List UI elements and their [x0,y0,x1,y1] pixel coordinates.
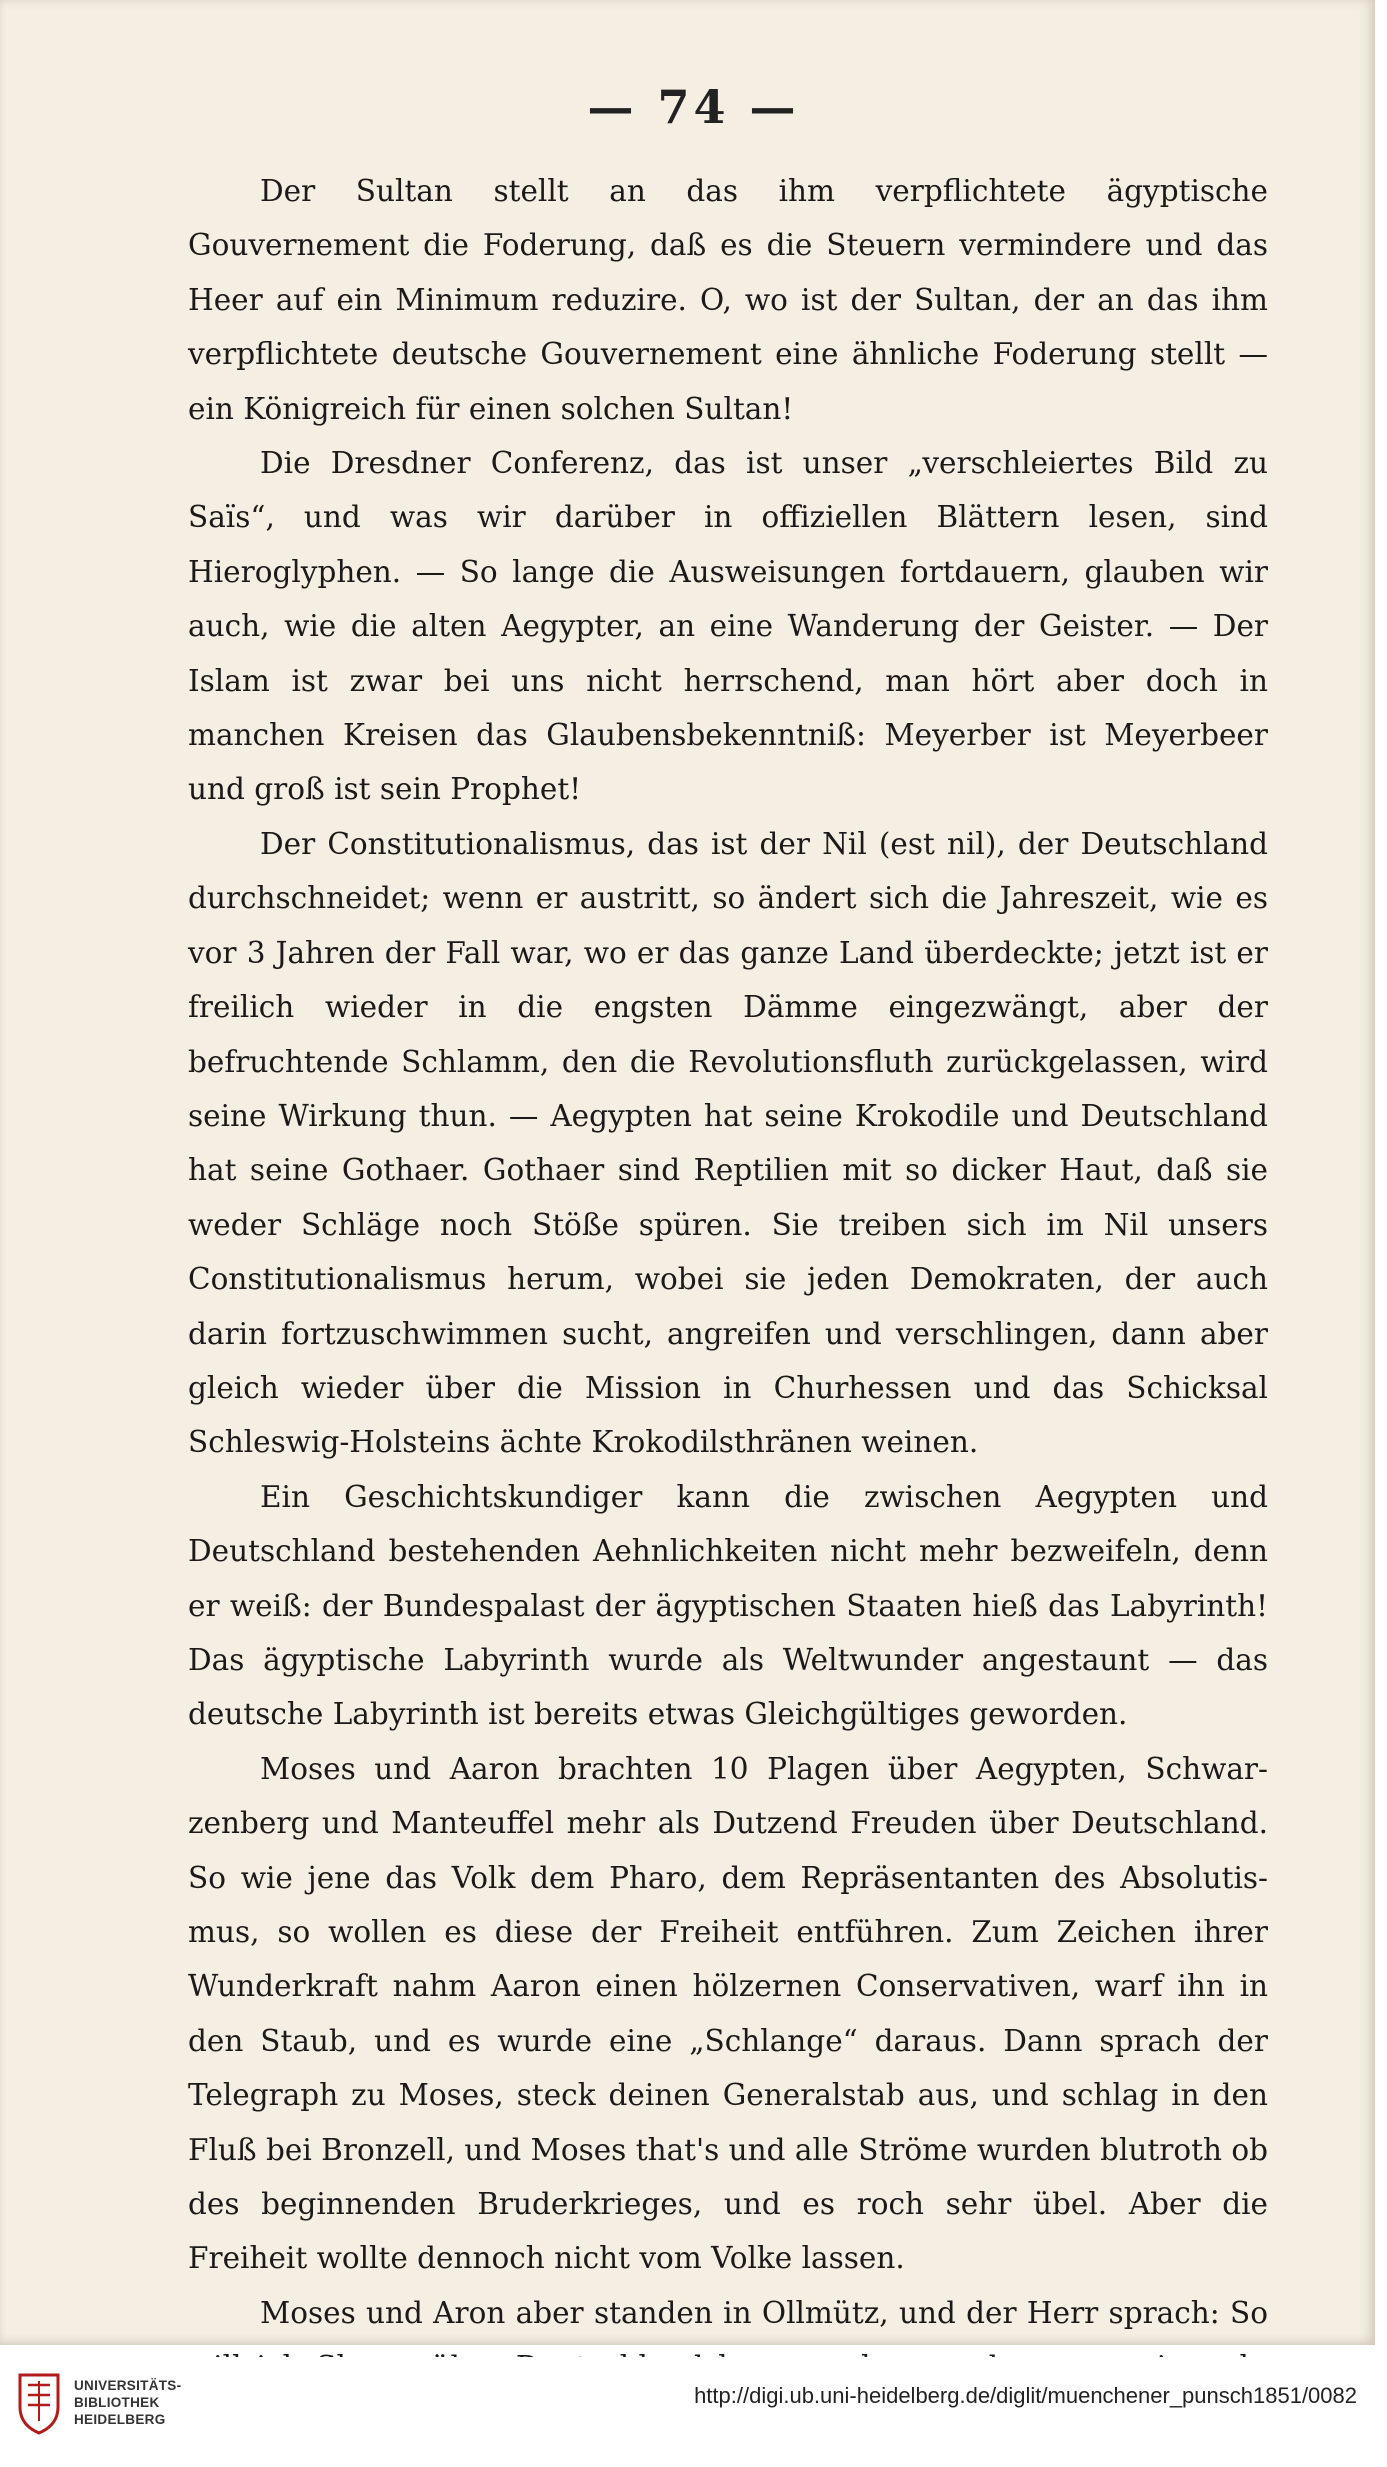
paragraph: Der Sultan stellt an das ihm verpflichtete ägyptische Gouvernement die Foderung, daß es die Steuern verminderе und das Heer auf ein Minimum reduzire. O, wo ist der Sultan, der an das ihm verpflichtete deutsche Gouvernement eine ähnliche Foderung stellt — ein Königreich für einen solchen Sultan! [188,174,1268,426]
page-number: — 74 — [587,80,800,134]
digitization-footer [0,2357,1387,2467]
body-text [188,164,1268,2449]
university-seal-icon [14,2371,64,2435]
paragraph: Moses und Aaron brachten 10 Plagen über Aegypten, Schwarzenberg und Manteuffel mehr als Dutzend Freuden über Deutschland. So wie jene das Volk dem Pharo, dem Repräsentanten des Absolutismus, so wollen es diese der Freiheit entführen. Zum Zeichen ihrer Wunderkraft nahm Aaron einen hölzernen Conservativen, warf ihn in den Staub, und es wurde eine „Schlange“ daraus. Dann sprach der Telegraph zu Moses, steck deinen Generalstab aus, und schlag in den Fluß bei Bronzell, und Moses that's und alle Ströme wurden blutroth ob des beginnenden Bruderkrieges, und es roch sehr übel. Aber die Freiheit wollte dennoch nicht vom Volke lassen. [188,1751,1268,2276]
paragraph: Ein Geschichtskundiger kann die zwischen Aegypten und Deutschland bestehenden Aehnlichkeiten nicht mehr bezweifeln, denn er weiß: der Bundespalast der ägyptischen Staaten hieß das Labyrinth! Das ägyptische Labyrinth wurde als Weltwunder angestaunt — das deutsche Labyrinth ist bereits etwas Gleichgültiges geworden. [188,1479,1268,1732]
source-url-link[interactable]: http://digi.ub.uni-heidelberg.de/diglit/muenchener_punsch1851/0082 [694,2383,1357,2408]
paragraph: Der Constitutionalismus, das ist der Nil (est nil), der Deutschland durchschneidet; wenn er austritt, so ändert sich die Jahreszeit, wie es vor 3 Jahren der Fall war, wo er das ganze Land überdeckte; jetzt ist er freilich wieder in die engsten Dämme eingezwängt, aber der befruchtende Schlamm, den die Revolutionsfluth zurückgelassen, wird seine Wirkung thun. — Aegypten hat seine Krokodile und Deutschland hat seine Gothaer. Gothaer sind Reptilien mit so dicker Haut, daß sie weder Schläge noch Stöße spüren. Sie treiben sich im Nil unsers Constitutionalismus herum, wobei sie jeden Demokraten, der auch darin fortzuschwimmen sucht, angreifen und verschlingen, dann aber gleich wieder über die Mission in Churhessen und das Schicksal Schleswig-Holsteins ächte Krokodilsthränen weinen. [188,826,1268,1460]
library-name: UNIVERSITÄTS- BIBLIOTHEK HEIDELBERG [74,2378,182,2427]
paragraph: Die Dresdner Conferenz, das ist unser „verschleiertes Bild zu Saïs“, und was wir darüber in offiziellen Blättern lesen, sind Hieroglyphen. — So lange die Ausweisungen fortdauern, glauben wir auch, wie die alten Aegypter, an eine Wanderung der Geister. — Der Islam ist zwar bei uns nicht herrschend, man hört aber doch in manchen Kreisen das Glaubensbekenntniß: Meyerber ist Meyerbeer und groß ist sein Prophet! [188,446,1268,807]
paragraph: Moses und Aron aber standen in Ollmütz, und der Herr sprach: So [260,2295,1268,2330]
